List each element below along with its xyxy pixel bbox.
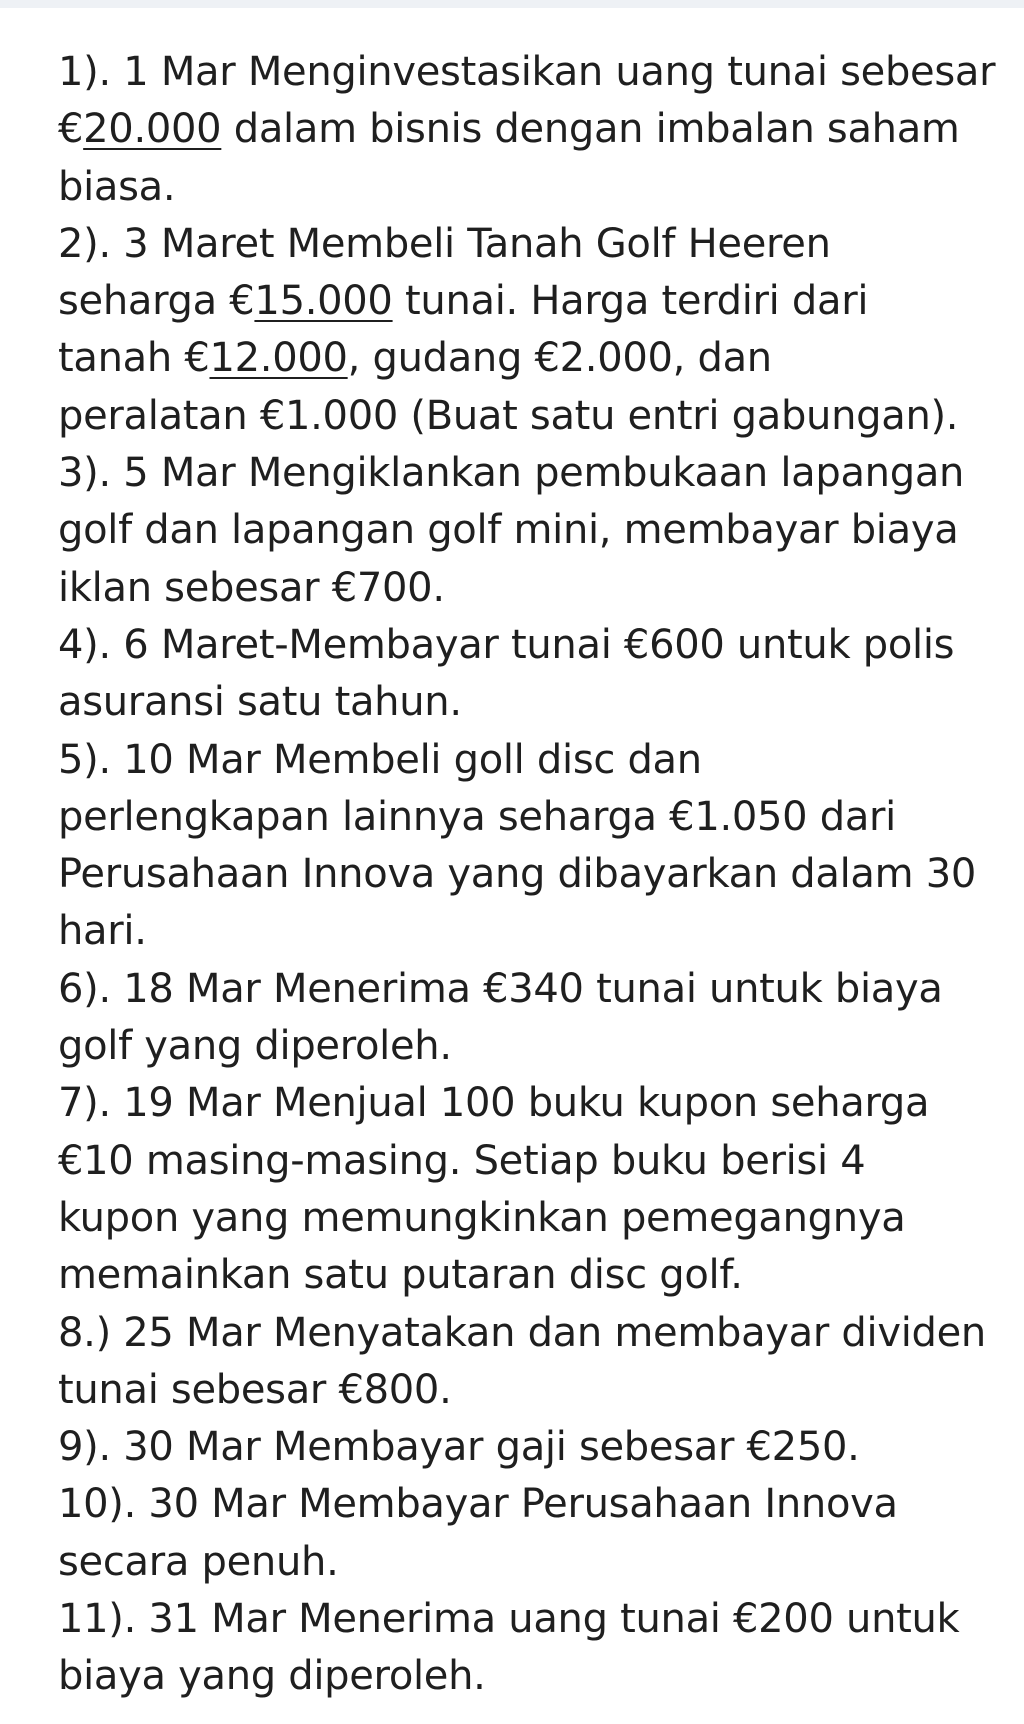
- text-segment: kupon yang memungkinkan pemegangnya: [58, 1194, 906, 1241]
- text-segment: €: [58, 106, 84, 153]
- transaction-list: [58, 44, 1018, 1706]
- text-line: [58, 732, 1018, 789]
- text-line: [58, 961, 1018, 1018]
- text-segment: seharga €: [58, 278, 255, 325]
- text-segment: iklan sebesar €700.: [58, 564, 445, 611]
- text-segment: biasa.: [58, 163, 176, 210]
- text-segment: 11). 31 Mar Menerima uang tunai €200 untuk: [58, 1596, 960, 1643]
- underlined-amount: 15.000: [254, 278, 393, 325]
- text-segment: , gudang €2.000, dan: [347, 335, 772, 382]
- text-segment: perlengkapan lainnya seharga €1.050 dari: [58, 793, 897, 840]
- text-line: [58, 1648, 1018, 1705]
- text-segment: hari.: [58, 908, 147, 955]
- top-strip: [0, 0, 1024, 8]
- text-line: [58, 789, 1018, 846]
- text-segment: 9). 30 Mar Membayar gaji sebesar €250.: [58, 1424, 860, 1471]
- text-line: [58, 617, 1018, 674]
- text-segment: 5). 10 Mar Membeli goll disc dan: [58, 736, 702, 783]
- text-segment: asuransi satu tahun.: [58, 679, 462, 726]
- text-line: [58, 1133, 1018, 1190]
- text-line: [58, 846, 1018, 903]
- text-segment: 4). 6 Maret-Membayar tunai €600 untuk polis: [58, 621, 955, 668]
- text-line: [58, 1591, 1018, 1648]
- text-line: [58, 159, 1018, 216]
- text-segment: peralatan €1.000 (Buat satu entri gabungan).: [58, 392, 959, 439]
- text-segment: 6). 18 Mar Menerima €340 tunai untuk biaya: [58, 965, 943, 1012]
- text-segment: €10 masing-masing. Setiap buku berisi 4: [58, 1137, 866, 1184]
- text-line: [58, 1476, 1018, 1533]
- text-line: [58, 330, 1018, 387]
- text-segment: tanah €: [58, 335, 210, 382]
- text-line: [58, 1534, 1018, 1591]
- text-line: [58, 560, 1018, 617]
- text-line: [58, 1018, 1018, 1075]
- text-segment: biaya yang diperoleh.: [58, 1653, 486, 1700]
- text-segment: tunai. Harga terdiri dari: [392, 278, 869, 325]
- text-line: [58, 1305, 1018, 1362]
- text-segment: Perusahaan Innova yang dibayarkan dalam 30: [58, 851, 976, 898]
- text-segment: 1). 1 Mar Menginvestasikan uang tunai sebesar: [58, 49, 996, 95]
- text-segment: 7). 19 Mar Menjual 100 buku kupon seharga: [58, 1080, 930, 1127]
- text-line: [58, 502, 1018, 559]
- text-line: [58, 1075, 1018, 1132]
- text-line: [58, 1190, 1018, 1247]
- text-line: [58, 674, 1018, 731]
- text-segment: golf yang diperoleh.: [58, 1023, 452, 1070]
- text-line: [58, 44, 1018, 101]
- text-line: [58, 1247, 1018, 1304]
- text-segment: secara penuh.: [58, 1538, 339, 1585]
- text-segment: 10). 30 Mar Membayar Perusahaan Innova: [58, 1481, 898, 1528]
- text-line: [58, 273, 1018, 330]
- underlined-amount: 20.000: [83, 106, 222, 153]
- text-line: [58, 1419, 1018, 1476]
- text-line: [58, 216, 1018, 273]
- text-segment: 2). 3 Maret Membeli Tanah Golf Heeren: [58, 220, 831, 267]
- text-line: [58, 903, 1018, 960]
- text-segment: golf dan lapangan golf mini, membayar biaya: [58, 507, 959, 554]
- text-segment: 8.) 25 Mar Menyatakan dan membayar dividen: [58, 1309, 986, 1356]
- text-segment: 3). 5 Mar Mengiklankan pembukaan lapangan: [58, 450, 965, 497]
- text-segment: dalam bisnis dengan imbalan saham: [221, 106, 960, 153]
- text-segment: tunai sebesar €800.: [58, 1366, 452, 1413]
- text-line: [58, 1362, 1018, 1419]
- underlined-amount: 12.000: [209, 335, 348, 382]
- text-line: [58, 445, 1018, 502]
- text-segment: memainkan satu putaran disc golf.: [58, 1252, 743, 1299]
- text-line: [58, 388, 1018, 445]
- text-line: [58, 101, 1018, 158]
